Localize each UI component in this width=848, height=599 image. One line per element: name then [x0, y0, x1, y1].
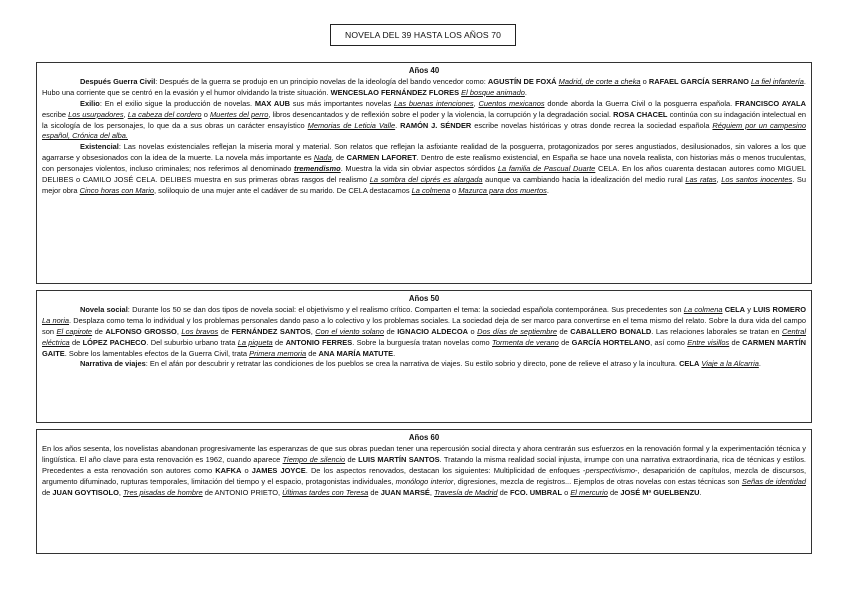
work-title: La noria — [42, 315, 70, 325]
author-name: KAFKA — [215, 465, 242, 475]
author-name: JUAN GOYTISOLO — [52, 487, 119, 497]
work-title: Últimas tardes con Teresa — [282, 487, 369, 497]
text-run: . — [393, 348, 396, 358]
text-run: . Las relaciones laborales se tratan en — [651, 326, 783, 336]
work-title: La cabeza del cordero — [127, 109, 202, 119]
author-name: LUIS MARTÍN SANTOS — [358, 454, 440, 464]
author-name: Novela social — [80, 304, 128, 314]
paragraph — [42, 77, 806, 99]
work-title: La colmena — [411, 185, 451, 195]
work-title: Primera memoria — [249, 348, 307, 358]
text-run: de — [497, 487, 510, 497]
text-run: donde aborda la Guerra Civil o la posguerra española. — [544, 98, 735, 108]
technique-term: monólogo interior — [395, 476, 454, 486]
author-name: Existencial — [80, 142, 119, 152]
work-title: La colmena — [683, 304, 723, 314]
work-title: Viaje a la Alcarria — [701, 359, 759, 369]
work-title: Dos días de septiembre — [477, 326, 557, 336]
text-run: de — [368, 487, 381, 497]
author-name: CELA — [724, 304, 746, 314]
author-name: RAMÓN J. SÉNDER — [400, 120, 472, 130]
text-run: . Sobre los lamentables efectos de la Guerra Civil, trata — [64, 348, 250, 358]
text-run: , — [176, 326, 182, 336]
author-name: JOSÉ Mª GUELBENZU — [620, 487, 700, 497]
text-run: . Su mejor obra — [42, 175, 807, 195]
work-title: Con el viento solano — [315, 326, 384, 336]
work-title: Muertes del perro — [209, 109, 269, 119]
text-run: . — [758, 359, 761, 369]
paragraph — [42, 359, 806, 370]
document-title: NOVELA DEL 39 HASTA LOS AÑOS 70 — [330, 24, 516, 46]
work-title: Los bravos — [181, 326, 219, 336]
author-name: FCO. UMBRAL — [509, 487, 563, 497]
section-anos-50 — [36, 290, 812, 423]
author-name: Exilio — [80, 98, 100, 108]
author-name: RAFAEL GARCÍA SERRANO — [648, 76, 749, 86]
author-name: JAMES JOYCE — [251, 465, 306, 475]
author-name: AGUSTÍN DE FOXÁ — [487, 76, 557, 86]
text-run: , — [473, 98, 479, 108]
text-run: : Durante los 50 se dan dos tipos de novela social: el objetivismo y el realismo crítico. Comparten el tema: la sociedad española contemporánea. Sus precedentes son — [127, 304, 684, 314]
section-body — [42, 444, 806, 499]
text-run: , digresiones, mezcla de registros... Ejemplos de otras novelas con estas técnicas son — [453, 476, 742, 486]
work-title: Réquiem por un campesino español, Crónica del alba. — [42, 120, 806, 141]
work-title: Nada — [313, 153, 332, 163]
text-run: de — [729, 337, 743, 347]
text-run: . Hubo una corriente que se centró en la evasión y el humor olvidando la triste situación. — [42, 76, 806, 97]
work-title: Los santos inocentes — [721, 175, 793, 185]
text-run: de — [607, 487, 621, 497]
section-heading: Años 50 — [408, 294, 440, 303]
text-run: : Las novelas existenciales reflejan la miseria moral y material. Son relatos que reflejan la asfixiante realidad de la posguerra, protagonizados por seres angustiados, desilusionados, sin valores a los que agarrarse y obsesionados con la idea de la muerte. La novela más importante es — [42, 142, 806, 163]
text-run: sus más importantes novelas — [289, 98, 395, 108]
text-run: de ANTONIO PRIETO, — [202, 487, 283, 497]
text-run: de — [383, 326, 398, 336]
text-run: , — [429, 487, 435, 497]
text-run: : Después de la guerra se produjo en un principio novelas de la ideología del bando vencedor como: — [155, 76, 488, 86]
text-run: , — [716, 175, 722, 185]
text-run: o — [450, 185, 459, 195]
text-run: . — [699, 487, 702, 497]
author-name: ROSA CHACEL — [613, 109, 668, 119]
text-run: escribe — [42, 109, 69, 119]
work-title: Tres pisadas de hombre — [123, 487, 203, 497]
text-run: : En el afán por descubrir y retratar las condiciones de los pueblos se crea la narrativa de viajes. Su estilo sobrio y directo, pone de relieve el atraso y la incultura. — [145, 359, 680, 369]
text-run: y — [745, 304, 754, 314]
work-title: La familia de Pascual Duarte — [497, 164, 596, 174]
author-name: MAX AUB — [254, 98, 290, 108]
author-name: ANA MARÍA MATUTE — [318, 348, 394, 358]
text-run: de — [92, 326, 106, 336]
work-title: Las ratas — [685, 175, 717, 185]
text-run: . De los aspectos renovados, destacan los siguientes: Multiplicidad de enfoques - — [305, 465, 586, 475]
author-name: CELA — [679, 359, 700, 369]
section-heading: Años 40 — [408, 66, 440, 75]
work-title: Los usurpadores — [68, 109, 124, 119]
text-run: CELA. En los años cuarenta destacan autores como MIGUEL DELIBES o CAMILO JOSÉ CELA. DELIBES muestra en sus primeras obras rasgos del realismo — [42, 164, 806, 185]
text-run: . Desplaza como tema lo individual y los problemas personales dando paso a lo colectivo y los problemas sociales. La sociedad deja de ser marco para convertirse en el tema mismo del relato. Sobre la dura vida del campo son — [42, 315, 806, 336]
work-title: Cinco horas con Mario — [79, 185, 155, 195]
work-title: Mazurca para dos muertos — [458, 185, 547, 195]
work-title: Memorias de Leticia Valle — [307, 120, 396, 130]
author-name: LUIS ROMERO — [753, 304, 806, 314]
text-run: : En el exilio sigue la producción de novelas. — [99, 98, 255, 108]
text-run: . Dentro de este realismo existencial, en España se hace una novela realista, con historias más o menos truculentas, con personajes violentos, incluso criminales; nos referimos al denominado — [42, 153, 806, 174]
text-run: o — [468, 326, 478, 336]
work-title: Madrid, de corte a cheka — [558, 76, 641, 86]
work-title: El mercurio — [570, 487, 608, 497]
text-run: de — [218, 326, 232, 336]
text-run: , — [118, 487, 124, 497]
text-run: . Tratando la misma realidad social injusta, irrumpe con una narrativa extraordinaria, rica de técnicas y estilos. Precedentes a esta renovación son autores como — [42, 454, 807, 475]
work-title: El bosque animado — [461, 87, 525, 97]
paragraph — [42, 305, 806, 360]
author-name: CABALLERO BONALD — [570, 326, 652, 336]
text-run: o — [201, 109, 210, 119]
work-title: La piqueta — [237, 337, 273, 347]
text-run: , libros desencantados y de reflexión sobre el poder y la violencia, la corrupción y la degradación social. — [268, 109, 614, 119]
author-name: FRANCISCO AYALA — [734, 98, 806, 108]
text-run: . Del suburbio urbano trata — [146, 337, 238, 347]
author-name: FERNÁNDEZ SANTOS — [231, 326, 311, 336]
text-run: , de — [331, 153, 347, 163]
text-run: -, desaparición de capítulos, mezcla de discursos, argumento difuminado, rupturas temporales, limitación del tiempo y el espacio, protagonistas individuales, — [42, 465, 807, 486]
work-title: El capirote — [56, 326, 93, 336]
text-run: de — [345, 454, 359, 464]
author-name: ANTONIO FERRES — [285, 337, 353, 347]
author-name: IGNACIO ALDECOA — [397, 326, 469, 336]
work-title: La sombra del ciprés es alargada — [369, 175, 483, 185]
author-name: CARMEN LAFORET — [346, 153, 417, 163]
text-run: , soliloquio de una mujer ante el cadáver de su marido. De CELA destacamos — [154, 185, 412, 195]
author-name: LÓPEZ PACHECO — [82, 337, 147, 347]
author-name: CARMEN MARTÍN GAITE — [42, 337, 807, 358]
author-name: GARCÍA HORTELANO — [571, 337, 651, 347]
text-run: continúa con su indagación intelectual en la sicología de los personajes, lo que da a sus obras un carácter ensayístico — [42, 109, 806, 130]
work-title: La fiel infantería — [750, 76, 804, 86]
section-anos-40 — [36, 62, 812, 284]
text-run: de — [558, 337, 572, 347]
author-name: Narrativa de viajes — [80, 359, 146, 369]
work-title: Tiempo de silencio — [282, 454, 346, 464]
key-term: tremendismo — [294, 164, 341, 174]
text-run: escribe novelas históricas y otras donde recrea la sociedad española — [471, 120, 713, 130]
section-body — [42, 305, 806, 370]
text-run: . Sobre la burguesía tratan novelas como — [352, 337, 492, 347]
text-run: , — [123, 109, 128, 119]
author-name: WENCESLAO FERNÁNDEZ FLORES — [330, 87, 460, 97]
section-body — [42, 77, 806, 197]
text-run: aunque va cambiando hacia la idealización del medio rural — [482, 175, 686, 185]
text-run: o — [640, 76, 649, 86]
work-title: Señas de identidad — [741, 476, 806, 486]
text-run: . — [395, 120, 401, 130]
text-run: de — [42, 487, 53, 497]
paragraph — [42, 444, 806, 499]
text-run: de — [557, 326, 571, 336]
text-run: . Muestra la vida sin obviar aspectos sórdidos — [340, 164, 498, 174]
author-name: ALFONSO GROSSO — [105, 326, 177, 336]
technique-term: perspectivismo — [585, 465, 636, 475]
paragraph — [42, 142, 806, 197]
section-heading: Años 60 — [408, 433, 440, 442]
text-run: o — [562, 487, 571, 497]
text-run: o — [241, 465, 252, 475]
text-run: de — [306, 348, 319, 358]
paragraph — [42, 99, 806, 143]
text-run: de — [69, 337, 83, 347]
text-run: , — [310, 326, 316, 336]
work-title: Tormenta de verano — [491, 337, 559, 347]
work-title: Travesía de Madrid — [434, 487, 498, 497]
work-title: Las buenas intenciones — [394, 98, 474, 108]
author-name: JUAN MARSÉ — [380, 487, 430, 497]
text-run: . — [524, 87, 527, 97]
text-run: de — [272, 337, 286, 347]
author-name: Después Guerra Civil — [80, 76, 156, 86]
text-run: , así como — [650, 337, 688, 347]
text-run: . — [546, 185, 549, 195]
work-title: Central eléctrica — [42, 326, 806, 347]
section-anos-60 — [36, 429, 812, 554]
work-title: Cuentos mexicanos — [478, 98, 545, 108]
text-run: En los años sesenta, los novelistas abandonan progresivamente las esperanzas de que sus obras puedan tener una repercusión social directa y ahora centrarán sus esfuerzos en la renovación formal y la experimentación técnica y lingüística. El año clave para esta renovación es 1962, cuando aparece — [42, 443, 806, 464]
work-title: Entre visillos — [687, 337, 730, 347]
